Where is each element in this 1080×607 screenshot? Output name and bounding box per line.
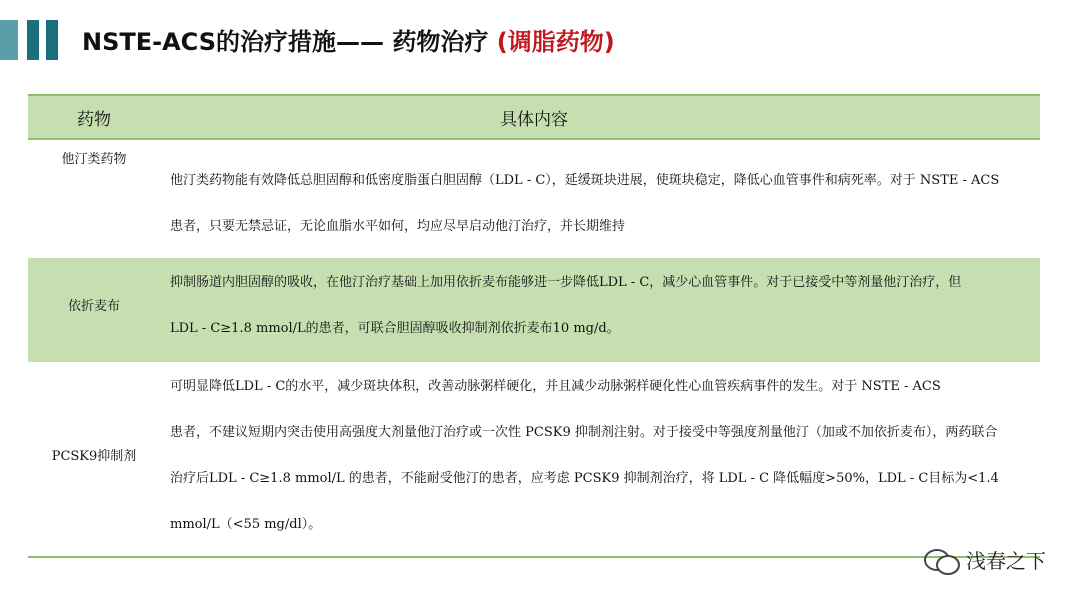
title-bar-1 (0, 20, 18, 60)
drug-table (28, 94, 1040, 558)
content-line: 治疗后LDL - C≥1.8 mmol/L 的患者，不能耐受他汀的患者，应考虑 PCSK9 抑制剂治疗，将 LDL - C 降低幅度>50%，LDL - C目标为<1.4 (170, 471, 999, 486)
content-line: 他汀类药物能有效降低总胆固醇和低密度脂蛋白胆固醇（LDL - C），延缓斑块进展，使斑块稳定，降低心血管事件和病死率。对于 NSTE - ACS (170, 173, 1000, 188)
watermark-text: 浅春之下 (966, 549, 1046, 573)
page-title-accent: (调脂药物) (496, 28, 615, 56)
table-header (28, 94, 1040, 140)
page-title (82, 22, 615, 57)
drug-content (160, 140, 1040, 258)
content-line: LDL - C≥1.8 mmol/L的患者，可联合胆固醇吸收抑制剂依折麦布10 mg/d。 (170, 321, 620, 336)
header-drug: 药物 (77, 109, 111, 130)
header-content: 具体内容 (500, 109, 568, 130)
drug-name: 依折麦布 (67, 299, 120, 314)
drug-name: PCSK9抑制剂 (51, 449, 137, 464)
drug-content (160, 258, 1040, 362)
drug-content (160, 362, 1040, 556)
watermark (924, 545, 1046, 574)
drug-name: 他汀类药物 (61, 152, 127, 167)
content-line: 患者，只要无禁忌证，无论血脂水平如何，均应尽早启动他汀治疗，并长期维持 (170, 219, 626, 234)
content-line: 患者，不建议短期内突击使用高强度大剂量他汀治疗或一次性 PCSK9 抑制剂注射。对于接受中等强度剂量他汀（加或不加依折麦布），两药联合 (170, 425, 998, 440)
page-title-main: NSTE-ACS的治疗措施—— 药物治疗 (82, 28, 489, 56)
title-decoration (0, 20, 60, 60)
wechat-icon (924, 547, 960, 573)
title-bar-3 (46, 20, 58, 60)
table-row-pcsk9 (28, 362, 1040, 558)
table-row-statin (28, 140, 1040, 258)
content-line: 可明显降低LDL - C的水平，减少斑块体积，改善动脉粥样硬化，并且减少动脉粥样硬化性心血管疾病事件的发生。对于 NSTE - ACS (170, 379, 941, 394)
content-line: 抑制肠道内胆固醇的吸收，在他汀治疗基础上加用依折麦布能够进一步降低LDL - C，减少心血管事件。对于已接受中等剂量他汀治疗，但 (170, 275, 962, 290)
content-line: mmol/L（<55 mg/dl）。 (170, 517, 322, 532)
table-row-ezetimibe (28, 258, 1040, 362)
title-bar-2 (27, 20, 39, 60)
